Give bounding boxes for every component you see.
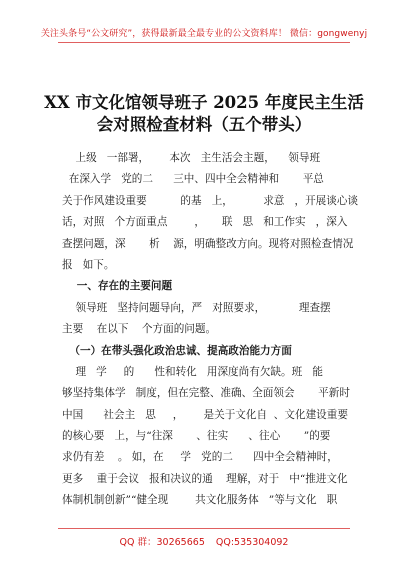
title-line-2: 会对照检查材料（五个带头） xyxy=(96,115,312,134)
body-line: 中国 社会主 思 ， 是关于文化自 、文化建设重要 xyxy=(62,408,348,421)
footer-qq-group: QQ 群：30265665 xyxy=(119,537,205,548)
document-body xyxy=(62,148,362,512)
body-line: 主要 在以下 个方面的问题。 xyxy=(62,323,217,336)
body-line: 更多 重于会议 报和决议的通 理解，对于 中“推进文化 xyxy=(62,472,348,485)
body-line: 体制机制创新”“健全现 共文化服务体 ”等与文化 职 xyxy=(62,494,338,507)
subsection-heading: （一）在带头强化政治忠诚、提高政治能力方面 xyxy=(62,344,292,357)
footer-divider xyxy=(58,528,350,529)
body-line: 查摆问题，深 析 源，明确整改方向。现将对照检查情况 xyxy=(62,237,354,250)
body-line: 上级 一部署， 本次 主生活会主题， 领导班 xyxy=(62,152,321,164)
body-line: 够坚持集体学 制度，但在完整、准确、全面领会 平新时 xyxy=(62,387,350,400)
body-line: 领导班 坚持问题导向，严 对照要求， 理查摆 xyxy=(62,301,331,314)
footer xyxy=(0,534,408,548)
body-line: 话，对照 个方面重点 ， 联 思 和工作实 ，深入 xyxy=(62,216,348,229)
body-line: 求仍有差 。 如，在 学 党的二 四中全会精神时， xyxy=(62,451,338,464)
document-title xyxy=(30,92,378,136)
body-line: 的核心要 上，与“往深 、往实 、往心 ”的要 xyxy=(62,430,331,443)
header-divider xyxy=(58,42,350,43)
body-line: 报 如下。 xyxy=(62,258,115,271)
section-heading: 一、存在的主要问题 xyxy=(62,280,173,293)
title-line-1: XX 市文化馆领导班子 2025 年度民主生活 xyxy=(44,93,364,112)
header-note: 关注头条号“公文研究”，获得最新最全最专业的公文资料库！ 微信：gongwenyj xyxy=(40,29,368,39)
footer-qq: QQ:535304092 xyxy=(215,537,289,548)
body-line: 在深入学 党的二 三中、四中全会精神和 平总 xyxy=(62,173,324,186)
body-line: 关于作风建设重要 的基 上， 求意 ，开展谈心谈 xyxy=(62,194,359,207)
body-line: 理 学 的 性和转化 用深度尚有欠缺。班 能 xyxy=(62,365,323,378)
